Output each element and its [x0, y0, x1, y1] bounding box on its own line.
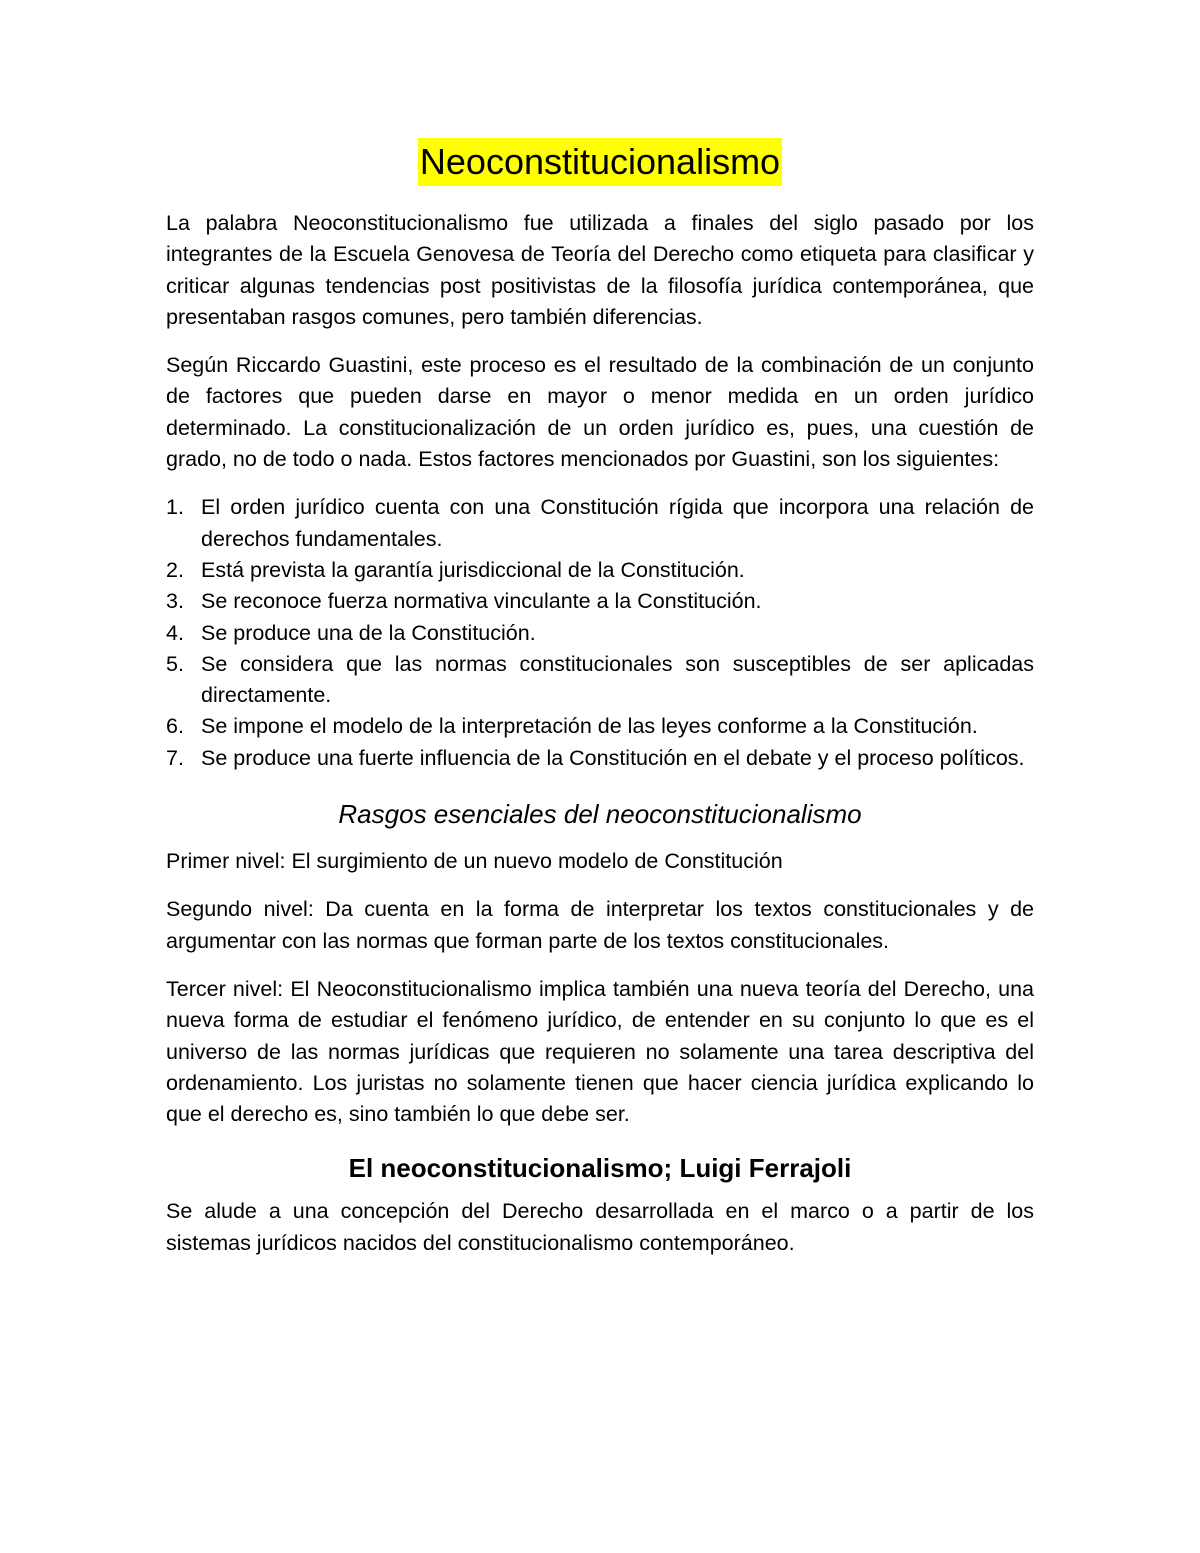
- intro-paragraph: La palabra Neoconstitucionalismo fue utilizada a finales del siglo pasado por los integrantes de la Escuela Genovesa de Teoría del Derecho como etiqueta para clasificar y criticar algunas tendencias post positivistas de la filosofía jurídica contemporánea, que presentaban rasgos comunes, pero también diferencias.: [166, 211, 1034, 329]
- factors-list: [166, 492, 1034, 774]
- list-number: 6.: [166, 714, 184, 739]
- list-item: [166, 618, 1034, 649]
- document-title: Neoconstitucionalismo: [418, 138, 782, 186]
- ferrajoli-paragraph: Se alude a una concepción del Derecho desarrollada en el marco o a partir de los sistemas jurídicos nacidos del constitucionalismo contemporáneo.: [166, 1199, 1034, 1255]
- list-item-text: Se produce una de la Constitución.: [201, 620, 536, 645]
- rasgos-heading: Rasgos esenciales del neoconstitucionalismo: [338, 799, 862, 830]
- list-item-text: El orden jurídico cuenta con una Constitución rígida que incorpora una relación de derechos fundamentales.: [201, 495, 1034, 551]
- list-item-text: Está prevista la garantía jurisdiccional de la Constitución.: [201, 557, 745, 582]
- ferrajoli-heading: El neoconstitucionalismo; Luigi Ferrajoli: [348, 1153, 852, 1184]
- document-page: [166, 138, 1034, 1276]
- list-item-text: Se impone el modelo de la interpretación de las leyes conforme a la Constitución.: [201, 714, 978, 739]
- segundo-nivel-paragraph: Segundo nivel: Da cuenta en la forma de interpretar los textos constitucionales y de argumentar con las normas que forman parte de los textos constitucionales.: [166, 897, 1034, 953]
- list-item: [166, 492, 1034, 555]
- list-number: 7.: [166, 745, 184, 770]
- list-item: [166, 743, 1034, 774]
- list-number: 1.: [166, 495, 184, 520]
- list-item-text: Se considera que las normas constitucionales son susceptibles de ser aplicadas directamente.: [201, 651, 1034, 708]
- list-number: 5.: [166, 651, 184, 676]
- guastini-paragraph: Según Riccardo Guastini, este proceso es el resultado de la combinación de un conjunto de factores que pueden darse en mayor o menor medida en un orden jurídico determinado. La constitucionalización de un orden jurídico es, pues, una cuestión de grado, no de todo o nada. Estos factores mencionados por Guastini, son los siguientes:: [166, 353, 1034, 472]
- list-item-text: Se reconoce fuerza normativa vinculante a la Constitución.: [201, 589, 762, 614]
- list-item: [166, 711, 1034, 742]
- list-number: 3.: [166, 589, 184, 614]
- list-number: 4.: [166, 620, 184, 645]
- primer-nivel-paragraph: Primer nivel: El surgimiento de un nuevo modelo de Constitución: [166, 849, 783, 874]
- tercer-nivel-paragraph: Tercer nivel: El Neoconstitucionalismo implica también una nueva teoría del Derecho, una nueva forma de estudiar el fenómeno jurídico, de entender en su conjunto lo que es el universo de las normas jurídicas que requieren no solamente una tarea descriptiva del ordenamiento. Los juristas no solamente tienen que hacer ciencia jurídica explicando lo que el derecho es, sino también lo que debe ser.: [166, 976, 1034, 1127]
- list-item: [166, 555, 1034, 586]
- list-item-text: Se produce una fuerte influencia de la Constitución en el debate y el proceso políticos.: [201, 745, 1025, 770]
- list-item: [166, 649, 1034, 712]
- list-number: 2.: [166, 557, 184, 582]
- list-item: [166, 586, 1034, 617]
- title-wrapper: [166, 138, 1034, 186]
